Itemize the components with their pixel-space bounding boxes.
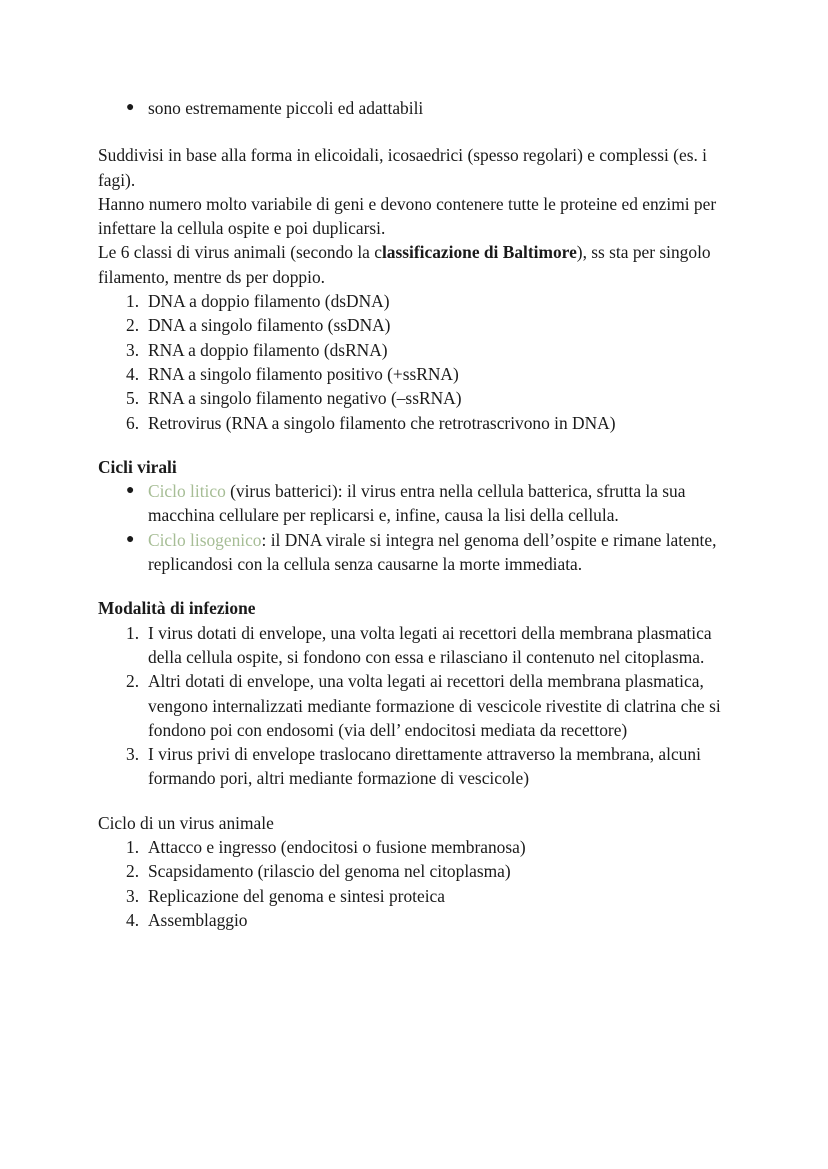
list-item-term: Ciclo lisogenico xyxy=(148,529,262,550)
list-marker: 5. xyxy=(126,388,140,409)
list-item-text: Attacco e ingresso (endocitosi o fusione membranosa) xyxy=(148,837,526,858)
list-marker: 1. xyxy=(126,291,140,312)
list-item xyxy=(98,859,732,883)
list-marker: 3. xyxy=(126,744,140,765)
list-marker: 2. xyxy=(126,315,140,336)
list-item xyxy=(98,313,732,337)
bullet-marker-icon: ● xyxy=(126,100,135,115)
heading-modalita-infezione: Modalità di infezione xyxy=(98,598,256,619)
list-item-text: sono estremamente piccoli ed adattabili xyxy=(148,98,424,118)
heading-cicli-virali: Cicli virali xyxy=(98,456,177,477)
list-item-text: Scapsidamento (rilascio del genoma nel citoplasma) xyxy=(148,861,511,882)
list-item-term: Ciclo litico xyxy=(148,481,226,502)
list-item xyxy=(98,96,732,120)
modalita-infezione-list xyxy=(98,621,732,791)
list-item xyxy=(98,742,732,791)
baltimore-classes-list xyxy=(98,289,732,435)
list-item xyxy=(98,528,732,577)
list-item-text: DNA a singolo filamento (ssDNA) xyxy=(148,315,391,336)
document-content xyxy=(98,96,732,932)
list-marker: 2. xyxy=(126,671,140,692)
list-item-text: I virus privi di envelope traslocano direttamente attraverso la membrana, alcuni formando pori, altri mediante formazione di vescicole) xyxy=(148,744,701,789)
list-item xyxy=(98,669,732,742)
cicli-virali-list xyxy=(98,479,732,576)
list-marker: 2. xyxy=(126,861,140,882)
list-marker: 1. xyxy=(126,837,140,858)
list-marker: 6. xyxy=(126,412,140,433)
spacer xyxy=(98,435,732,455)
list-marker: 4. xyxy=(126,363,140,384)
paragraph-baltimore-post: ), ss sta per singolo filamento, mentre ds per doppio. xyxy=(98,242,711,287)
list-item xyxy=(98,835,732,859)
paragraph-forme-virali: Suddivisi in base alla forma in elicoidali, icosaedrici (spesso regolari) e complessi (es. i fagi). xyxy=(98,145,707,190)
list-item-text: I virus dotati di envelope, una volta legati ai recettori della membrana plasmatica della cellula ospite, si fondono con essa e rilasciano il contenuto nel citoplasma. xyxy=(148,622,712,667)
list-item-text: RNA a doppio filamento (dsRNA) xyxy=(148,339,388,360)
list-marker: 4. xyxy=(126,909,140,930)
bullet-marker-icon: ● xyxy=(126,483,135,499)
heading-ciclo-virus-animale: Ciclo di un virus animale xyxy=(98,812,274,833)
bullet-marker-icon: ● xyxy=(126,531,135,547)
list-item xyxy=(98,621,732,670)
list-item-text: RNA a singolo filamento negativo (–ssRNA) xyxy=(148,388,462,409)
spacer xyxy=(98,791,732,811)
list-item-text: Retrovirus (RNA a singolo filamento che retrotrascrivono in DNA) xyxy=(148,412,616,433)
list-item xyxy=(98,362,732,386)
list-item-text: : il DNA virale si integra nel genoma dell’ospite e rimane latente, replicandosi con la cellula senza causarne la morte immediata. xyxy=(148,529,717,575)
list-item xyxy=(98,338,732,362)
list-marker: 3. xyxy=(126,885,140,906)
list-item-text: DNA a doppio filamento (dsDNA) xyxy=(148,291,390,312)
intro-bullet-list xyxy=(98,96,732,120)
paragraph-baltimore-bold: lassificazione di Baltimore xyxy=(381,242,577,263)
list-item-text: RNA a singolo filamento positivo (+ssRNA) xyxy=(148,363,459,384)
list-item xyxy=(98,289,732,313)
list-item-text: Assemblaggio xyxy=(148,909,248,930)
list-item xyxy=(98,479,732,528)
paragraph-classi-baltimore xyxy=(98,240,732,289)
list-marker: 1. xyxy=(126,622,140,643)
list-item xyxy=(98,411,732,435)
list-item xyxy=(98,386,732,410)
list-item-text: Altri dotati di envelope, una volta legati ai recettori della membrana plasmatica, vengono internalizzati mediante formazione di vescicole rivestite di clatrina che si fondono poi con endosomi (via dell’ endocitosi mediata da recettore) xyxy=(148,671,721,740)
list-item xyxy=(98,884,732,908)
paragraph-geni-enzimi: Hanno numero molto variabile di geni e devono contenere tutte le proteine ed enzimi per infettare la cellula ospite e poi duplicarsi. xyxy=(98,193,717,239)
list-item-text: Replicazione del genoma e sintesi proteica xyxy=(148,885,445,906)
spacer xyxy=(98,576,732,596)
list-item xyxy=(98,908,732,932)
list-item-text: (virus batterici): il virus entra nella cellula batterica, sfrutta la sua macchina cellulare per replicarsi e, infine, causa la lisi della cellula. xyxy=(148,481,686,526)
list-marker: 3. xyxy=(126,339,140,360)
paragraph-baltimore-pre: Le 6 classi di virus animali (secondo la c xyxy=(98,242,382,263)
spacer xyxy=(98,120,732,143)
ciclo-virus-animale-list xyxy=(98,835,732,932)
